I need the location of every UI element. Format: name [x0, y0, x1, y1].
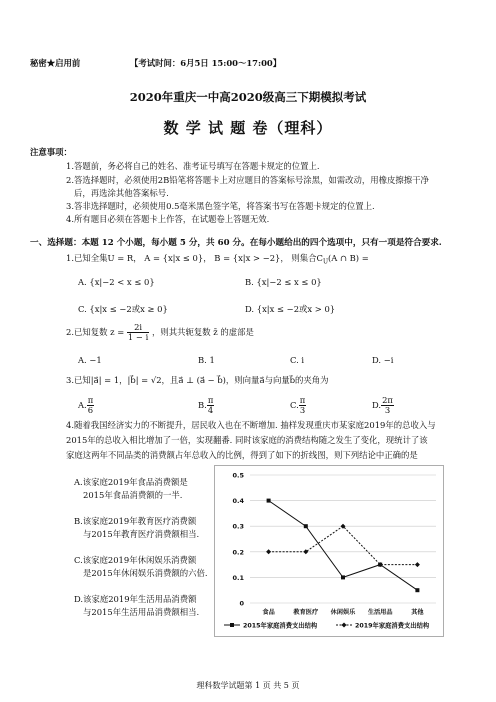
note-item: 4.所有题目必须在答题卡上作答，在试题卷上答题无效.: [66, 214, 270, 224]
q3-num: 2π: [382, 395, 393, 405]
q4-option-b: [74, 515, 199, 541]
y-tick-label: 0.2: [232, 548, 244, 557]
page-footer: 理科数学试题第 1 页 共 5 页: [196, 681, 300, 690]
exam-subtitle: 数 学 试 题 卷（理科）: [163, 119, 333, 137]
x-tick-label: 食品: [262, 609, 275, 616]
secret-label: 秘密★启用前: [30, 58, 81, 68]
q3-option-b: [198, 396, 214, 415]
q1-stem-tail: (A ∩ B) =: [328, 253, 369, 263]
q4-opt-line: C.该家庭2019年休闲娱乐消费额: [74, 555, 197, 565]
q4-option-c: [74, 554, 207, 580]
x-tick-label: 休闲娱乐: [330, 609, 356, 616]
q2-option-c: C. i: [290, 355, 305, 365]
q1-option-d: D. {x|x ≤ −2或x > 0}: [245, 304, 336, 314]
line-chart: [214, 465, 444, 637]
q2-denominator: 1 − i: [127, 332, 149, 342]
question-3-stem: 3.已知|a⃗| = 1，|b⃗| = √2，且a⃗ ⊥ (a⃗ − b⃗)，则向量a⃗与向量b⃗的夹角为: [66, 375, 329, 385]
data-point: [415, 588, 419, 592]
exam-time: 【考试时间：6月5日 15:00～17:00】: [130, 58, 282, 68]
x-tick-label: 生活用品: [367, 609, 393, 616]
q4-line: 家庭这两年不同品类的消费额占年总收入的比例，得到了如下的折线图，则下列结论中正确的是: [66, 450, 418, 460]
note-item: 后，再选涂其他答案标号.: [74, 188, 169, 198]
q4-opt-line: 与2015年教育医疗消费额相当.: [83, 529, 200, 539]
q4-option-d: [74, 593, 199, 619]
q2-numerator: 2i: [127, 323, 149, 333]
q3-option-c: [290, 396, 306, 415]
exam-title: 2020年重庆一中高2020级高三下期模拟考试: [129, 90, 367, 104]
y-tick-label: 0: [239, 599, 244, 608]
x-tick-label: 教育医疗: [293, 609, 319, 616]
q4-opt-line: 是2015年休闲娱乐消费额的六倍.: [83, 568, 208, 578]
question-2-stem: [66, 323, 254, 342]
q3-label: D.: [372, 400, 382, 410]
q2-suffix: ，则其共轭复数 z̄ 的虚部是: [151, 327, 254, 337]
notes-heading: 注意事项：: [30, 147, 72, 157]
q3-label: A.: [78, 400, 87, 410]
q2-option-a: A. −1: [78, 355, 102, 365]
q3-label: C.: [290, 400, 299, 410]
q2-option-b: B. 1: [198, 355, 215, 365]
q4-opt-line: 与2015年生活用品消费额相当.: [83, 607, 200, 617]
q3-option-d: [372, 396, 394, 415]
q4-line: 4.随着我国经济实力的不断提升，居民收入也在不断增加. 抽样发现重庆市某家庭2019年的总收入与: [66, 420, 436, 430]
q4-opt-line: B.该家庭2019年教育医疗消费额: [74, 516, 197, 526]
legend-marker: [230, 623, 234, 627]
q3-num: π: [87, 395, 94, 405]
q3-option-a: [78, 396, 94, 415]
q4-option-a: [74, 476, 188, 502]
q3-den: 4: [207, 405, 214, 415]
q3-label: B.: [198, 400, 207, 410]
y-tick-label: 0.4: [232, 497, 244, 506]
note-item: 3.答非选择题时，必须使用0.5毫米黑色签字笔，将答案书写在答题卡规定的位置上.: [66, 201, 375, 211]
q3-den: 3: [299, 405, 306, 415]
legend-label: 2015年家庭消费支出结构: [243, 622, 318, 630]
q1-stem-text: 1.已知全集U = R， A = {x|x ≤ 0}， B = {x|x > −2}， 则集合C: [66, 253, 323, 263]
q1-option-c: C. {x|x ≤ −2或x ≥ 0}: [78, 304, 168, 314]
data-point: [267, 499, 271, 503]
q4-opt-line: 2015年食品消费额的一半.: [83, 490, 183, 500]
question-1-stem: [66, 252, 369, 266]
q4-line: 2015年的总收入相比增加了一倍，实现翻番. 同时该家庭的消费结构随之发生了变化，现统计了该: [66, 435, 428, 445]
q1-option-a: A. {x|−2 < x ≤ 0}: [78, 277, 155, 287]
data-point: [341, 575, 345, 579]
y-tick-label: 0.3: [232, 522, 244, 531]
q4-opt-line: A.该家庭2019年食品消费额是: [74, 477, 188, 487]
chart-frame: [215, 466, 444, 637]
q3-num: π: [299, 395, 306, 405]
q2-option-d: D. −i: [372, 355, 394, 365]
note-item: 1.答题前，务必将自己的姓名、准考证号填写在答题卡规定的位置上.: [66, 161, 320, 171]
note-item: 2.答选择题时，必须使用2B铅笔将答题卡上对应题目的答案标号涂黑，如需改动，用橡皮擦擦干净: [66, 175, 429, 185]
q2-prefix: 2.已知复数 z =: [66, 327, 125, 337]
y-tick-label: 0.1: [232, 573, 244, 582]
q4-opt-line: D.该家庭2019年生活用品消费额: [74, 594, 197, 604]
data-point: [304, 524, 308, 528]
q3-num: π: [207, 395, 214, 405]
legend-label: 2019年家庭消费支出结构: [355, 622, 430, 630]
x-tick-label: 其他: [411, 609, 424, 616]
q1-option-b: B. {x|−2 ≤ x ≤ 0}: [245, 277, 322, 287]
q1-sub: U: [322, 258, 328, 266]
q3-den: 6: [87, 405, 94, 415]
y-tick-label: 0.5: [232, 471, 244, 480]
section-heading: 一、选择题：本题 12 个小题，每小题 5 分，共 60 分。在每小题给出的四个选项中，只有一项是符合要求.: [30, 238, 442, 248]
q3-den: 3: [384, 405, 391, 415]
q2-fraction: [127, 323, 149, 342]
